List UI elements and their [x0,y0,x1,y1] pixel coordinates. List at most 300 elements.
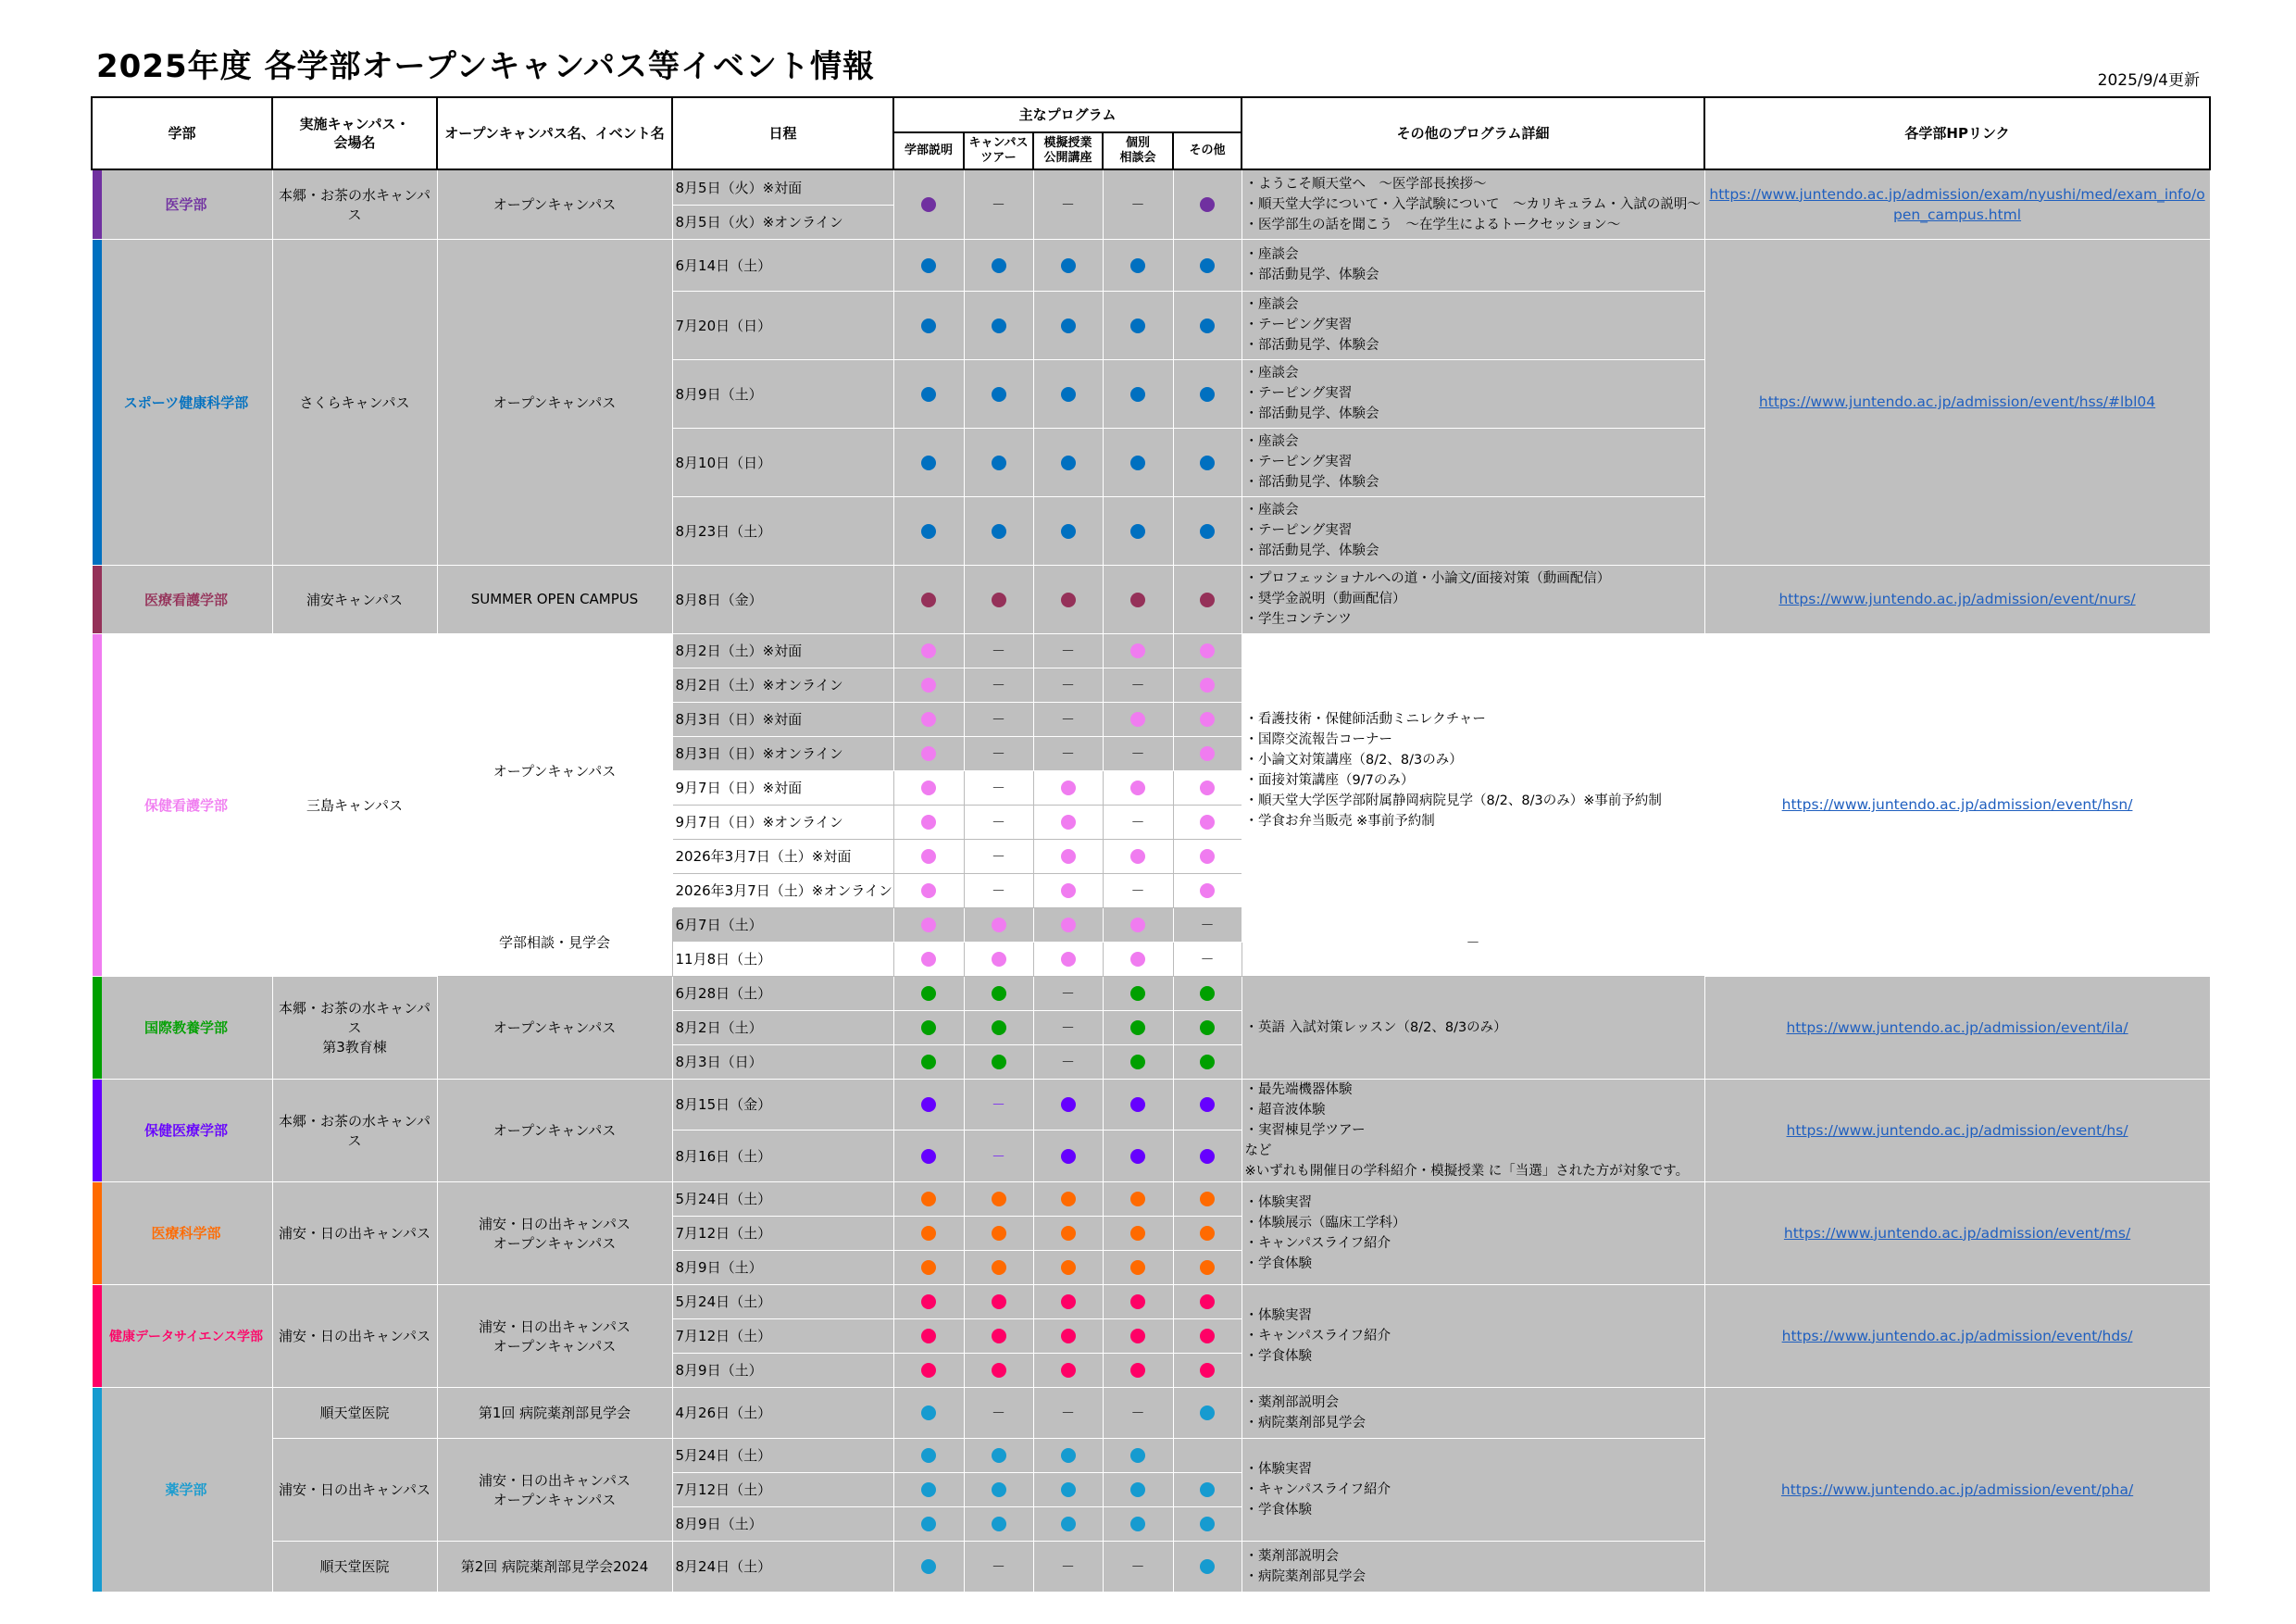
program-dash [1033,668,1103,702]
details-cell: ・薬剤部説明会 ・病院薬剤部見学会 [1242,1387,1704,1438]
program-dash-mark: － [1130,1405,1145,1421]
program-dot-icon [921,815,936,830]
date-cell: 6月28日（土） [672,976,893,1010]
program-dot-icon [1061,1149,1076,1164]
program-dot [1173,496,1242,565]
program-dash-mark: － [1060,1019,1075,1036]
program-dash-mark: － [1130,196,1145,214]
program-dot-icon [992,387,1006,402]
program-dot [1033,1079,1103,1131]
program-dot [1103,702,1173,736]
program-dot [1103,1250,1173,1284]
program-dash-mark: － [1200,917,1215,933]
program-dot [1173,770,1242,805]
program-dash-mark: － [1130,745,1145,762]
program-dot-icon [1061,1260,1076,1275]
program-dot-icon [1200,746,1215,761]
program-dot-icon [1130,1294,1145,1309]
program-dot [1173,1010,1242,1044]
program-dash [964,169,1033,239]
program-dot [1103,1353,1173,1387]
program-dot-icon [1130,1448,1145,1463]
program-dash-mark: － [991,711,1005,728]
campus-cell: 本郷・お茶の水キャンパス [272,1079,437,1181]
faculty-name-med: 医学部 [92,169,272,239]
program-dot [964,1284,1033,1318]
faculty-link-hs[interactable]: https://www.juntendo.ac.jp/admission/event/hs/ [1704,1079,2210,1181]
program-dot-icon [1130,456,1145,470]
program-dot [1173,359,1242,428]
faculty-link-hnurse[interactable]: https://www.juntendo.ac.jp/admission/event/hsn/ [1704,633,2210,976]
date-cell: 2026年3月7日（土）※対面 [672,839,893,873]
details-cell: ・最先端機器体験 ・超音波体験 ・実習棟見学ツアー など ※いずれも開催日の学科紹介・模擬授業 に「当選」された方が対象です。 [1242,1079,1704,1181]
program-dot [893,1010,964,1044]
date-cell: 8月23日（土） [672,496,893,565]
program-dot [1173,873,1242,907]
campus-cell: 浦安キャンパス [272,565,437,633]
campus-cell: 三島キャンパス [272,633,437,976]
date-cell: 8月5日（火）※オンライン [672,205,893,239]
program-dot [1173,1541,1242,1592]
program-dot [893,976,964,1010]
program-dash [1033,1010,1103,1044]
program-dot-icon [1130,1055,1145,1069]
program-dot [1173,1472,1242,1506]
faculty-link-hds[interactable]: https://www.juntendo.ac.jp/admission/event/hds/ [1704,1284,2210,1387]
program-dash-mark: － [1060,1558,1075,1575]
faculty-name-ms: 医療科学部 [92,1181,272,1284]
program-dash-mark: － [991,643,1005,659]
program-dot-icon [921,986,936,1001]
program-dash-mark: － [1060,677,1075,693]
program-dot [1173,1387,1242,1438]
program-dot-icon [992,524,1006,539]
program-dot [1033,1250,1103,1284]
program-dot-icon [1061,1363,1076,1378]
program-dot-icon [1200,1055,1215,1069]
event-name-cell: 学部相談・見学会 [437,907,672,976]
program-dash [964,839,1033,873]
program-dot [964,496,1033,565]
event-name-cell: オープンキャンパス [437,169,672,239]
program-dash [964,668,1033,702]
program-dot-icon [921,678,936,693]
program-dot [1103,633,1173,668]
program-dot [964,239,1033,291]
details-cell: ・座談会 ・テーピング実習 ・部活動見学、体験会 [1242,359,1704,428]
program-dot-icon [1200,1097,1215,1112]
program-dot-icon [1061,387,1076,402]
program-dot [1033,1353,1103,1387]
program-dash [1103,169,1173,239]
program-dot [1103,839,1173,873]
program-dot [1103,1181,1173,1216]
program-dash [1033,169,1103,239]
program-dot-icon [921,1226,936,1241]
event-name-cell: オープンキャンパス [437,633,672,907]
program-dot [893,169,964,239]
faculty-name-ila: 国際教養学部 [92,976,272,1079]
program-dot [964,1010,1033,1044]
program-dot-icon [1130,387,1145,402]
faculty-link-nurse[interactable]: https://www.juntendo.ac.jp/admission/event/nurs/ [1704,565,2210,633]
program-dot [893,1181,964,1216]
program-dot-icon [921,197,936,212]
program-dot-icon [921,258,936,273]
program-dot-icon [1200,1329,1215,1343]
program-dash [1033,736,1103,770]
program-dot-icon [1200,678,1215,693]
program-dot-icon [1130,952,1145,967]
program-dash-mark: － [1060,1405,1075,1421]
event-name-cell: オープンキャンパス [437,239,672,565]
program-dot [1033,1181,1103,1216]
date-cell: 8月16日（土） [672,1131,893,1182]
program-dot-icon [992,1329,1006,1343]
program-dot-icon [1061,1482,1076,1497]
program-dot-icon [921,1482,936,1497]
program-dash-mark: － [991,1147,1005,1165]
program-dot [1173,428,1242,496]
program-dot [893,1472,964,1506]
program-dot-icon [1130,524,1145,539]
date-cell: 8月9日（土） [672,359,893,428]
program-dot [964,1438,1033,1472]
program-dot [1033,1438,1103,1472]
program-dash-mark: － [991,745,1005,762]
date-cell: 8月2日（土）※オンライン [672,668,893,702]
program-dot-icon [1200,1405,1215,1420]
table-row [92,169,2210,205]
header-program-campus-tour: キャンパス ツアー [964,132,1033,169]
date-cell: 5月24日（土） [672,1181,893,1216]
program-dot [1103,291,1173,359]
program-dash [964,770,1033,805]
faculty-name-hs: 保健医療学部 [92,1079,272,1181]
program-dot-icon [1130,1482,1145,1497]
program-dot-icon [1200,849,1215,864]
program-dot [964,428,1033,496]
header-event: オープンキャンパス名、イベント名 [437,97,672,169]
table-row [92,1079,2210,1131]
program-dash-mark: － [991,1405,1005,1421]
program-dot-icon [1130,1329,1145,1343]
program-dot-icon [1200,319,1215,333]
campus-cell: 浦安・日の出キャンパス [272,1181,437,1284]
program-dash-mark: － [1060,985,1075,1002]
program-dash-mark: － [1060,196,1075,214]
program-dot-icon [1130,1097,1145,1112]
program-dot [893,702,964,736]
program-dot-icon [921,918,936,932]
program-dash [1033,1044,1103,1079]
program-dot [964,1181,1033,1216]
program-dot-icon [1061,883,1076,898]
faculty-name-hds: 健康データサイエンス学部 [92,1284,272,1387]
program-dot [1173,633,1242,668]
program-dot [1173,1250,1242,1284]
program-dot-icon [921,1294,936,1309]
header-program-consultation: 個別 相談会 [1103,132,1173,169]
program-dot-icon [1130,1260,1145,1275]
program-dot-icon [1061,1192,1076,1206]
program-dot-icon [1200,712,1215,727]
faculty-link-ms[interactable]: https://www.juntendo.ac.jp/admission/event/ms/ [1704,1181,2210,1284]
program-dash [1033,1541,1103,1592]
program-dot-icon [921,781,936,795]
program-dot-icon [921,1559,936,1574]
program-dot-icon [1061,593,1076,607]
program-dot-icon [1061,1097,1076,1112]
faculty-name-pha: 薬学部 [92,1387,272,1592]
program-dot [1103,1216,1173,1250]
program-dot-icon [992,258,1006,273]
event-name-cell: SUMMER OPEN CAMPUS [437,565,672,633]
program-dot-icon [1200,456,1215,470]
faculty-link-pha[interactable]: https://www.juntendo.ac.jp/admission/event/pha/ [1704,1387,2210,1592]
date-cell: 8月9日（土） [672,1250,893,1284]
program-dot [1103,976,1173,1010]
date-cell: 8月15日（金） [672,1079,893,1131]
program-dot [893,1284,964,1318]
program-dash-mark: － [1060,745,1075,762]
date-cell: 8月2日（土） [672,1010,893,1044]
program-dot-icon [1061,319,1076,333]
program-dot-icon [921,712,936,727]
program-dot-icon [992,1226,1006,1241]
faculty-link-ila[interactable]: https://www.juntendo.ac.jp/admission/event/ila/ [1704,976,2210,1079]
table-row [92,633,2210,668]
program-dot-icon [1061,1517,1076,1531]
program-dot-icon [1200,1149,1215,1164]
program-dot-icon [1130,643,1145,658]
program-dot [1033,1318,1103,1353]
program-dot [1173,291,1242,359]
program-dot-icon [1200,387,1215,402]
program-dot [1173,805,1242,839]
date-cell: 8月2日（土）※対面 [672,633,893,668]
program-dot-icon [1061,1294,1076,1309]
details-cell: ・座談会 ・部活動見学、体験会 [1242,239,1704,291]
program-dot [1173,1353,1242,1387]
program-dot-icon [921,1192,936,1206]
program-dot-icon [921,1260,936,1275]
program-dash [964,1079,1033,1131]
event-name-cell: 浦安・日の出キャンパス オープンキャンパス [437,1438,672,1541]
program-dash [964,873,1033,907]
program-dot-icon [992,593,1006,607]
date-cell: 2026年3月7日（土）※オンライン [672,873,893,907]
program-dash [1103,736,1173,770]
faculty-link-sport[interactable]: https://www.juntendo.ac.jp/admission/event/hss/#lbl04 [1704,239,2210,565]
program-dot-icon [1200,524,1215,539]
program-dot [893,907,964,942]
program-dot [964,565,1033,633]
program-dash [1173,942,1242,976]
table-row [92,1181,2210,1216]
program-dot [1033,839,1103,873]
program-dot [964,942,1033,976]
details-cell: ・座談会 ・テーピング実習 ・部活動見学、体験会 [1242,428,1704,496]
program-dot [893,239,964,291]
program-dot-icon [1200,781,1215,795]
program-dot [1103,1044,1173,1079]
faculty-name-hnurse: 保健看護学部 [92,633,272,976]
faculty-name-sport: スポーツ健康科学部 [92,239,272,565]
program-dot-icon [1200,643,1215,658]
event-name-cell: オープンキャンパス [437,1079,672,1181]
program-dot-icon [1200,815,1215,830]
date-cell: 4月26日（土） [672,1387,893,1438]
program-dot-icon [921,746,936,761]
program-dot [1103,1472,1173,1506]
program-dot-icon [921,1405,936,1420]
event-name-cell: 浦安・日の出キャンパス オープンキャンパス [437,1284,672,1387]
program-dot-icon [921,1097,936,1112]
campus-cell: 順天堂医院 [272,1387,437,1438]
program-dot-icon [1130,1149,1145,1164]
program-dot [1033,359,1103,428]
program-dot [1173,1131,1242,1182]
program-dot [1103,565,1173,633]
program-dot-icon [1200,883,1215,898]
date-cell: 7月12日（土） [672,1472,893,1506]
program-dot [893,359,964,428]
updated-date: 2025/9/4更新 [2097,71,2200,90]
details-cell: ・看護技術・保健師活動ミニレクチャー ・国際交流報告コーナー ・小論文対策講座（8/2、8/3のみ） ・面接対策講座（9/7のみ） ・順天堂大学医学部附属静岡病院見学（8/2、8/3のみ）※事前予約制 ・学食お弁当販売 ※事前予約制 [1242,633,1704,907]
program-dot [1103,770,1173,805]
program-dot [1033,496,1103,565]
program-dot-icon [1200,1363,1215,1378]
program-dot [1033,428,1103,496]
date-cell: 5月24日（土） [672,1438,893,1472]
details-cell: ・プロフェッショナルへの道・小論文/面接対策（動画配信） ・奨学金説明（動画配信） ・学生コンテンツ [1242,565,1704,633]
date-cell: 11月8日（土） [672,942,893,976]
program-dash-mark: － [1130,882,1145,899]
program-dash [1103,1541,1173,1592]
program-dot [893,1079,964,1131]
program-dot-icon [1130,593,1145,607]
header-details: その他のプログラム詳細 [1242,97,1704,169]
date-cell: 7月20日（日） [672,291,893,359]
program-dash-mark: － [1130,677,1145,693]
program-dot-icon [1130,1192,1145,1206]
program-dot [1033,942,1103,976]
program-dash [964,805,1033,839]
program-dot [964,1353,1033,1387]
details-cell: ・薬剤部説明会 ・病院薬剤部見学会 [1242,1541,1704,1592]
program-dot-icon [921,849,936,864]
program-dot [893,1387,964,1438]
program-dot [893,1438,964,1472]
program-dot-icon [1061,456,1076,470]
program-dot-icon [992,986,1006,1001]
program-dot-icon [1061,258,1076,273]
program-dot [1103,1284,1173,1318]
program-dot [964,1044,1033,1079]
program-dash-mark: － [991,1096,1005,1114]
date-cell: 8月8日（金） [672,565,893,633]
program-dot [1103,1318,1173,1353]
faculty-name-nurse: 医療看護学部 [92,565,272,633]
program-dot-icon [921,1149,936,1164]
date-cell: 7月12日（土） [672,1318,893,1353]
program-dot-icon [992,1294,1006,1309]
program-dot [1103,359,1173,428]
header-program-mock-class: 模擬授業 公開講座 [1033,132,1103,169]
program-dot-icon [1061,918,1076,932]
program-dot [893,805,964,839]
date-cell: 6月14日（土） [672,239,893,291]
program-dot [1033,1472,1103,1506]
program-dot [1103,907,1173,942]
header-faculty: 学部 [92,97,272,169]
program-dot [964,1318,1033,1353]
program-dash [1103,668,1173,702]
program-dot [964,907,1033,942]
program-dash-mark: － [991,780,1005,796]
program-dot-icon [921,1448,936,1463]
program-dash [964,702,1033,736]
program-dash [964,1131,1033,1182]
details-cell: ・体験実習 ・キャンパスライフ紹介 ・学食体験 [1242,1438,1704,1541]
program-dot [1173,976,1242,1010]
program-dot-icon [1130,986,1145,1001]
program-dot-icon [1061,1448,1076,1463]
table-row [92,565,2210,633]
header-campus: 実施キャンパス・ 会場名 [272,97,437,169]
program-dot-icon [1061,781,1076,795]
header-link: 各学部HPリンク [1704,97,2210,169]
faculty-link-med[interactable]: https://www.juntendo.ac.jp/admission/exam/nyushi/med/exam_info/open_campus.html [1704,169,2210,239]
program-dot-icon [1130,319,1145,333]
program-dot [893,1216,964,1250]
date-cell: 8月3日（日）※オンライン [672,736,893,770]
date-cell: 8月10日（日） [672,428,893,496]
program-dot-icon [1130,1020,1145,1035]
page-title: 2025年度 各学部オープンキャンパス等イベント情報 [96,48,876,85]
program-dot-icon [1061,815,1076,830]
program-dot [964,1506,1033,1541]
date-cell: 8月3日（日）※対面 [672,702,893,736]
campus-cell: 本郷・お茶の水キャンパス 第3教育棟 [272,976,437,1079]
program-dash [964,1541,1033,1592]
campus-cell: 浦安・日の出キャンパス [272,1284,437,1387]
program-dot-icon [1200,1294,1215,1309]
program-dot [1173,565,1242,633]
campus-cell: 本郷・お茶の水キャンパス [272,169,437,239]
campus-cell: さくらキャンパス [272,239,437,565]
program-dash [1033,976,1103,1010]
program-dot [1103,1506,1173,1541]
program-dot [893,633,964,668]
program-dot [1033,291,1103,359]
program-dash-mark: － [991,677,1005,693]
program-dot [1173,1181,1242,1216]
program-dot-icon [992,918,1006,932]
program-dot [1173,169,1242,239]
program-dash-mark: － [1200,951,1215,968]
program-dash-mark: － [991,1558,1005,1575]
program-dot [1033,1284,1103,1318]
program-dot [1173,1506,1242,1541]
program-dash [964,1387,1033,1438]
program-dot-icon [992,1517,1006,1531]
event-name-cell: 第1回 病院薬剤部見学会 [437,1387,672,1438]
program-dash [1033,702,1103,736]
program-dot [964,291,1033,359]
program-dot [893,1131,964,1182]
